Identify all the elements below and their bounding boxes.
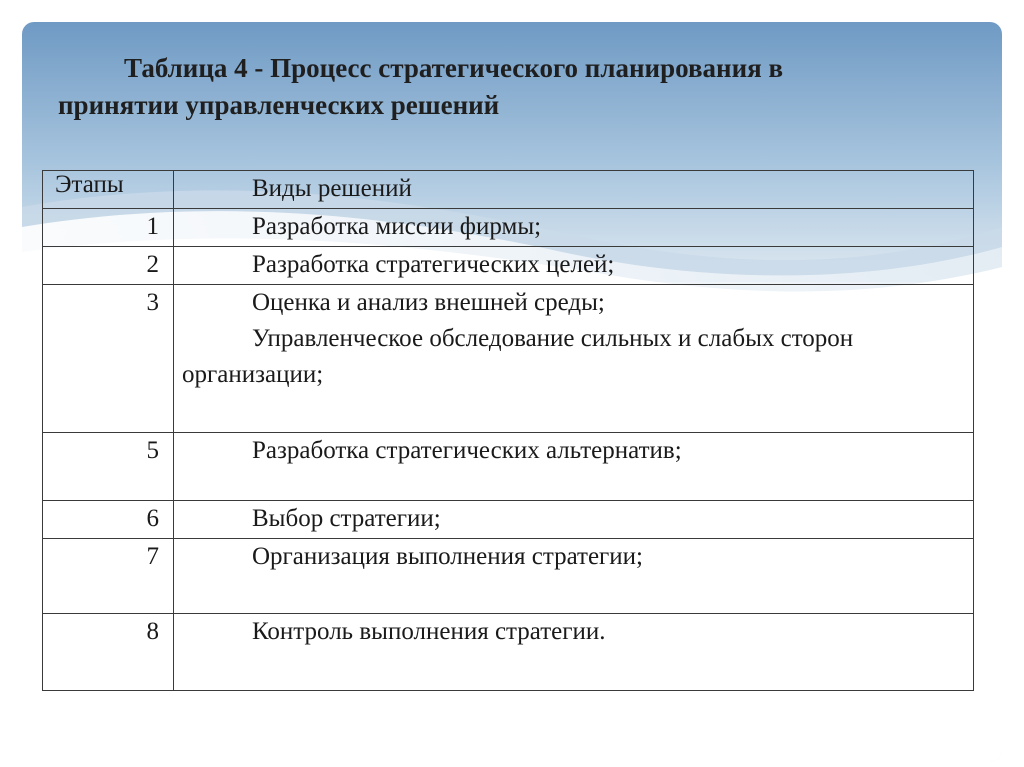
decision-cell: Организация выполнения стратегии; bbox=[174, 539, 974, 614]
stage-number: 3 bbox=[43, 285, 174, 433]
planning-stages-table bbox=[42, 170, 974, 691]
stage-number: 5 bbox=[43, 433, 174, 501]
title-line-2: принятии управленческих решений bbox=[58, 90, 500, 120]
decision-cell: Контроль выполнения стратегии. bbox=[174, 614, 974, 691]
decision-cell: Разработка миссии фирмы; bbox=[174, 209, 974, 247]
table-row bbox=[43, 501, 974, 539]
stage-number: 7 bbox=[43, 539, 174, 614]
stage-number: 2 bbox=[43, 247, 174, 285]
table-row bbox=[43, 539, 974, 614]
decision-cell: Оценка и анализ внешней среды; Управленческое обследование сильных и слабых сторон организации; bbox=[174, 285, 974, 433]
header-decision-types: Виды решений bbox=[174, 171, 974, 209]
header-stages: Этапы bbox=[43, 171, 174, 209]
decision-cell: Разработка стратегических альтернатив; bbox=[174, 433, 974, 501]
stage-number: 6 bbox=[43, 501, 174, 539]
table-row bbox=[43, 209, 974, 247]
stage-number: 1 bbox=[43, 209, 174, 247]
table-row bbox=[43, 614, 974, 691]
page-title bbox=[58, 50, 958, 124]
table-row bbox=[43, 247, 974, 285]
title-line-1: Таблица 4 - Процесс стратегического планирования в bbox=[124, 53, 784, 83]
decision-cell: Выбор стратегии; bbox=[174, 501, 974, 539]
decision-cell: Разработка стратегических целей; bbox=[174, 247, 974, 285]
table-row bbox=[43, 433, 974, 501]
stage-number: 8 bbox=[43, 614, 174, 691]
table-row bbox=[43, 285, 974, 433]
table-header-row bbox=[43, 171, 974, 209]
